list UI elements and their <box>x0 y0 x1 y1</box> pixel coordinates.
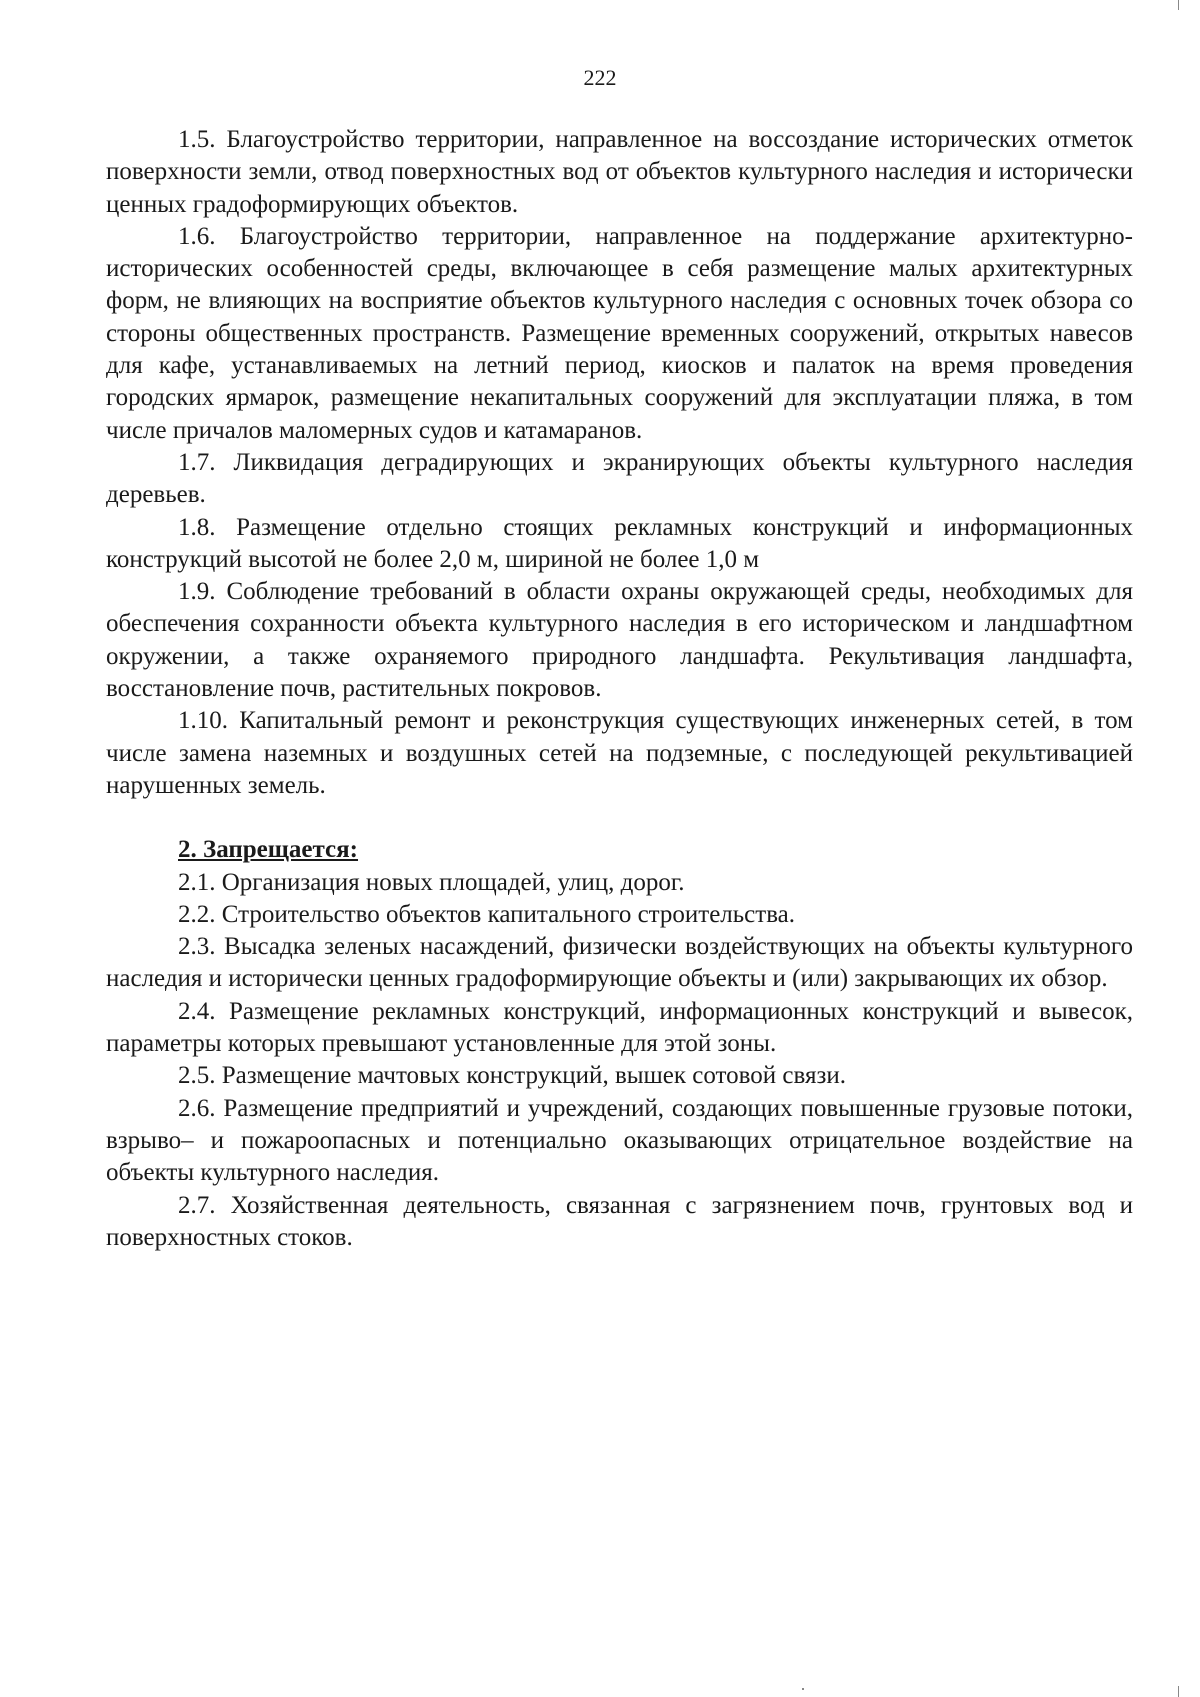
paragraph-1-6: 1.6. Благоустройство территории, направленное на поддержание архитектурно-исторических особенностей среды, включающее в себя размещение малых архитектурных форм, не влияющих на восприятие объектов культурного наследия с основных точек обзора со стороны общественных пространств. Размещение временных сооружений, открытых навесов для кафе, устанавливаемых на летний период, киосков и палаток на время проведения городских ярмарок, размещение некапитальных сооружений для эксплуатации пляжа, в том числе причалов маломерных судов и катамаранов. <box>106 222 1133 444</box>
page-number: 222 <box>583 65 617 90</box>
paragraph-2-2: 2.2. Строительство объектов капитального строительства. <box>178 900 796 928</box>
paragraph-2-6: 2.6. Размещение предприятий и учреждений, создающих повышенные грузовые потоки, взрыво– и пожароопасных и потенциально оказывающих отрицательное воздействие на объекты культурного наследия. <box>106 1094 1133 1187</box>
paragraph-1-9: 1.9. Соблюдение требований в области охраны окружающей среды, необходимых для обеспечения сохранности объекта культурного наследия в его историческом и ландшафтном окружении, а также охраняемого природного ландшафта. Рекультивация ландшафта, восстановление почв, растительных покровов. <box>106 578 1133 703</box>
scan-mark-top-right <box>1178 0 1179 10</box>
paragraph-2-3: 2.3. Высадка зеленых насаждений, физически воздействующих на объекты культурного наследия и исторически ценных градоформирующие объекты и (или) закрывающих их обзор. <box>106 933 1133 993</box>
paragraph-1-7: 1.7. Ликвидация деградирующих и экранирующих объекты культурного наследия деревьев. <box>106 448 1133 509</box>
paragraph-2-1: 2.1. Организация новых площадей, улиц, дорог. <box>178 868 685 896</box>
section-spacer <box>106 802 1133 834</box>
paragraph-2-5: 2.5. Размещение мачтовых конструкций, вышек сотовой связи. <box>178 1062 846 1090</box>
section-2-heading: 2. Запрещается: <box>178 836 359 864</box>
scan-mark-bottom-center <box>802 1688 804 1690</box>
paragraph-1-5: 1.5. Благоустройство территории, направленное на воссоздание исторических отметок поверхности земли, отвод поверхностных вод от объектов культурного наследия и исторически ценных градоформирующих объектов. <box>106 126 1133 218</box>
paragraph-1-10: 1.10. Капитальный ремонт и реконструкция существующих инженерных сетей, в том числе замена наземных и воздушных сетей на подземные, с последующей рекультивацией нарушенных земель. <box>106 707 1133 799</box>
document-body <box>106 124 1133 1254</box>
paragraph-2-4: 2.4. Размещение рекламных конструкций, информационных конструкций и вывесок, параметры которых превышают установленные для этой зоны. <box>106 997 1133 1058</box>
scan-mark-bottom-right <box>1178 1686 1179 1697</box>
paragraph-1-8: 1.8. Размещение отдельно стоящих рекламных конструкций и информационных конструкций высотой не более 2,0 м, шириной не более 1,0 м <box>106 513 1133 573</box>
paragraph-2-7: 2.7. Хозяйственная деятельность, связанная с загрязнением почв, грунтовых вод и поверхностных стоков. <box>106 1191 1133 1251</box>
